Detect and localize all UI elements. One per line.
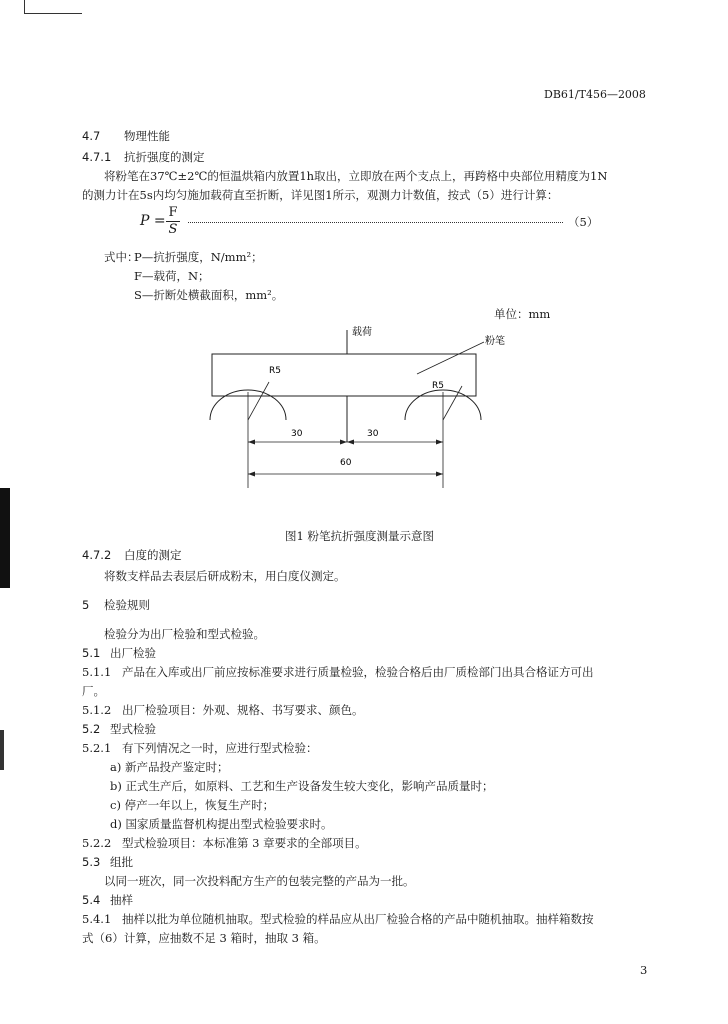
- section-number: 4.7: [82, 129, 101, 143]
- formula-fraction: [166, 205, 180, 237]
- where-item: S—折断处横截面积，mm²。: [134, 288, 284, 302]
- chalk-leader-line: [417, 342, 484, 374]
- section-title: 抽样: [110, 893, 133, 907]
- heading-5-3: [82, 854, 133, 870]
- section-title: 白度的测定: [124, 548, 182, 562]
- section-title: 物理性能: [124, 129, 170, 143]
- clause-text: 产品在入库或出厂前应按标准要求进行质量检验，检验合格后由厂质检部门出具合格证方可出: [122, 665, 594, 679]
- dimension-arrow: [248, 472, 255, 477]
- dimension-arrow: [347, 440, 354, 445]
- left-r5-leader: [248, 382, 269, 420]
- clause-5-1-2: [82, 702, 364, 718]
- where-label: 式中：: [104, 250, 139, 264]
- section-title: 型式检验: [110, 722, 156, 736]
- section-number: 5.3: [82, 855, 101, 869]
- where-item: P—抗折强度，N/mm²；: [134, 250, 263, 264]
- doc-code: DB61/T456—2008: [544, 88, 646, 101]
- section-number: 5.4.1: [82, 912, 112, 926]
- heading-5-1: [82, 645, 156, 661]
- clause-5-2-2: [82, 835, 367, 851]
- heading-5: [82, 597, 150, 613]
- formula-leader-dots: [188, 222, 563, 223]
- section-number: 5.4: [82, 893, 101, 907]
- section-title: 出厂检验: [110, 646, 156, 660]
- dimension-label-30: 30: [367, 429, 379, 439]
- heading-5-2: [82, 721, 156, 737]
- clause-continuation: 式（6）计算，应抽数不足 3 箱时，抽取 3 箱。: [82, 931, 326, 945]
- clause-5-2-1: [82, 740, 318, 756]
- left-radius-label: R5: [269, 366, 281, 376]
- clause-continuation: 厂。: [82, 684, 105, 698]
- section-number: 5.1: [82, 646, 101, 660]
- clause-text: 抽样以批为单位随机抽取。型式检验的样品应从出厂检验合格的产品中随机抽取。抽样箱数按: [122, 912, 594, 926]
- section-title: 抗折强度的测定: [124, 150, 205, 164]
- section-number: 5.2: [82, 722, 101, 736]
- load-label: 载荷: [352, 327, 372, 338]
- page-number: 3: [640, 963, 648, 977]
- heading-4-7-1: [82, 149, 205, 165]
- paragraph: 的测力计在5s内均匀施加载荷直至折断，详见图1所示，观测力计数值，按式（5）进行计算：: [82, 188, 559, 202]
- dimension-arrow: [436, 472, 443, 477]
- dimension-arrow: [436, 440, 443, 445]
- where-item: F—载荷，N；: [134, 269, 210, 283]
- figure-1-diagram: [195, 318, 505, 510]
- clause-text: 出厂检验项目：外观、规格、书写要求、颜色。: [122, 703, 364, 717]
- clause-text: 型式检验项目：本标准第 3 章要求的全部项目。: [122, 836, 367, 850]
- section-number: 5.1.2: [82, 703, 112, 717]
- figure-caption: 图1 粉笔抗折强度测量示意图: [285, 529, 434, 543]
- heading-5-4: [82, 892, 133, 908]
- dimension-arrow: [248, 440, 255, 445]
- section-title: 检验规则: [104, 598, 150, 612]
- list-item: b) 正式生产后，如原料、工艺和生产设备发生较大变化，影响产品质量时；: [110, 779, 494, 793]
- section-number: 4.7.1: [82, 150, 112, 164]
- paragraph: 将粉笔在37℃±2℃的恒温烘箱内放置1h取出，立即放在两个支点上，再跨格中央部位用精度为1N: [104, 169, 608, 183]
- figure-unit: 单位：mm: [494, 307, 551, 321]
- paragraph: 以同一班次，同一次投料配方生产的包装完整的产品为一批。: [104, 874, 415, 888]
- dimension-label-30: 30: [291, 429, 303, 439]
- scan-edge-mark: [24, 13, 82, 14]
- right-radius-label: R5: [432, 381, 444, 391]
- dimension-label-60: 60: [340, 458, 352, 468]
- section-number: 5.2.2: [82, 836, 112, 850]
- scan-edge-mark: [24, 0, 25, 14]
- section-number: 5.2.1: [82, 741, 112, 755]
- formula-lhs: P =: [140, 213, 166, 229]
- section-number: 4.7.2: [82, 548, 112, 562]
- list-item: c) 停产一年以上，恢复生产时；: [110, 798, 275, 812]
- formula-denominator: S: [166, 221, 180, 237]
- formula-number: （5）: [568, 215, 599, 229]
- list-item: d) 国家质量监督机构提出型式检验要求时。: [110, 817, 333, 831]
- heading-4-7-2: [82, 547, 182, 563]
- clause-5-1-1: [82, 664, 594, 680]
- heading-4-7: [82, 128, 170, 144]
- scan-edge-mark: [0, 730, 4, 770]
- section-title: 组批: [110, 855, 133, 869]
- dimension-arrow: [340, 440, 347, 445]
- clause-5-4-1: [82, 911, 594, 927]
- clause-text: 有下列情况之一时，应进行型式检验：: [122, 741, 318, 755]
- section-number: 5.1.1: [82, 665, 112, 679]
- formula-numerator: F: [168, 205, 178, 220]
- paragraph: 将数支样品去表层后研成粉末，用白度仪测定。: [104, 569, 346, 583]
- scan-edge-mark: [0, 488, 10, 588]
- list-item: a) 新产品投产鉴定时；: [110, 760, 229, 774]
- paragraph: 检验分为出厂检验和型式检验。: [104, 627, 265, 641]
- section-number: 5: [82, 598, 90, 612]
- chalk-label: 粉笔: [485, 336, 505, 347]
